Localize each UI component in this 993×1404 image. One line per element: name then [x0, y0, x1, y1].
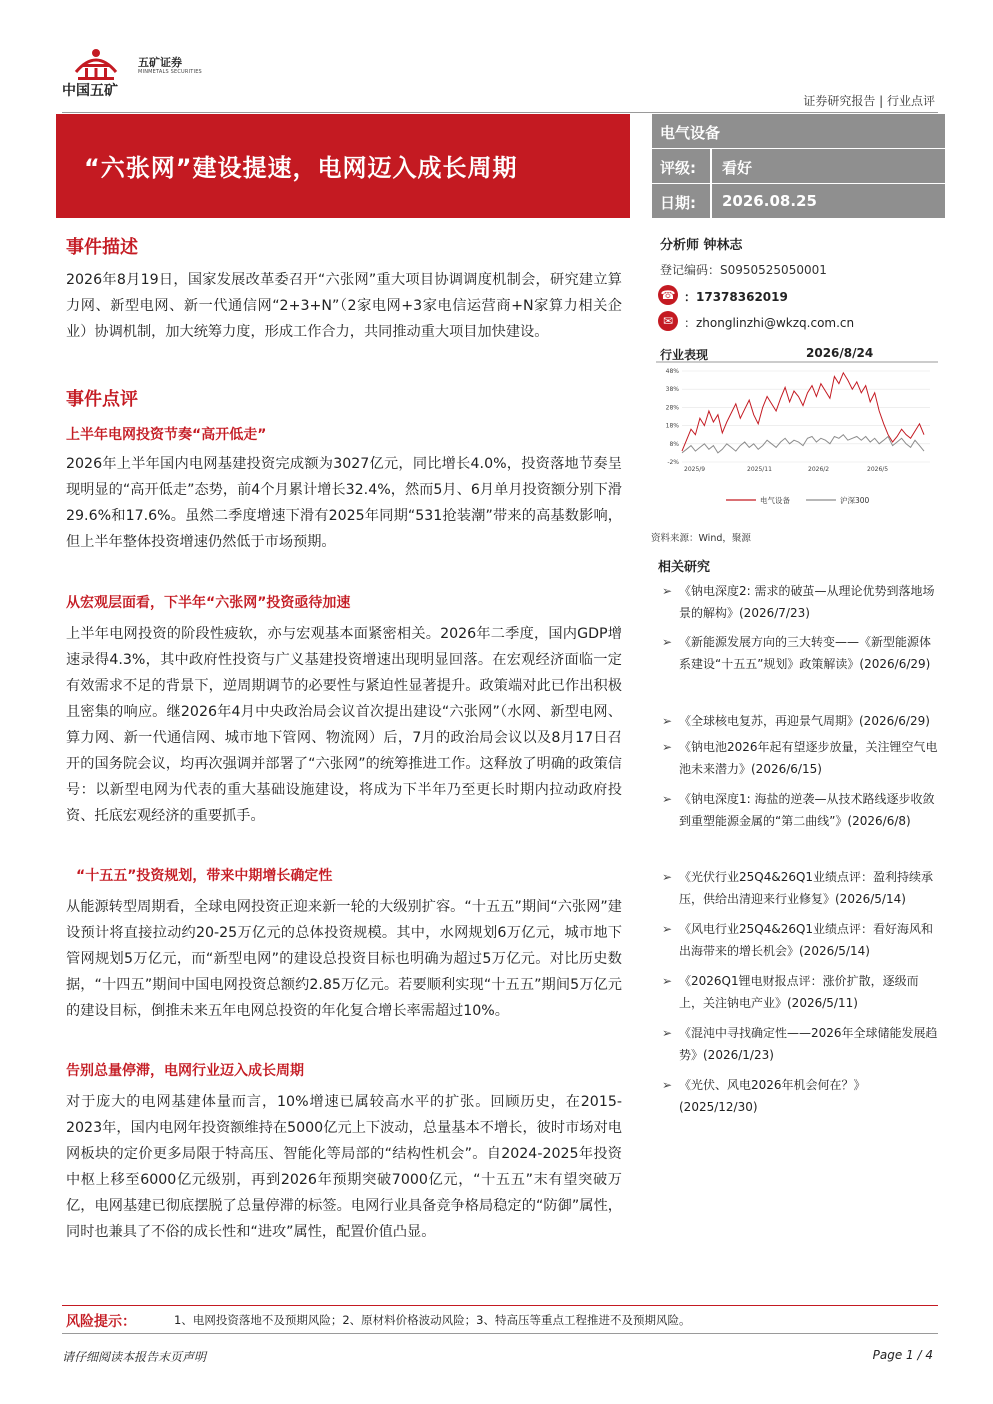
legend-label: 沪深300 [840, 496, 870, 505]
related-research-title: 《2026Q1锂电财报点评：涨价扩散，逐级而上，关注钠电产业》(2026/5/11) [679, 974, 919, 1010]
phone-icon: ☎ [658, 285, 678, 305]
footer-divider [62, 1333, 938, 1334]
rating-value: 看好 [722, 159, 753, 177]
related-research-title: 《风电行业25Q4&26Q1业绩点评：看好海风和出海带来的增长机会》(2026/5/14) [679, 922, 934, 958]
event-review-heading: 事件点评 [66, 389, 138, 410]
subheading-investment-rhythm: 上半年电网投资节奏“高开低走” [66, 427, 267, 443]
industry-name: 电气设备 [660, 124, 721, 142]
analyst-phone: ：17378362019 [684, 290, 788, 304]
analyst-email[interactable]: ：zhonglinzhi@wkzq.com.cn [684, 316, 855, 330]
related-research-title: 《新能源发展方向的三大转变——《新型能源体系建设“十五五”规划》政策解读》(2026/6/29) [679, 635, 932, 671]
chart-source: 资料来源：Wind，聚源 [651, 533, 751, 544]
rating-box [652, 114, 945, 218]
related-research-item[interactable] [662, 970, 940, 1014]
rating-row [652, 149, 945, 183]
bullet-arrow-icon: ➢ [662, 792, 673, 806]
related-research-title: 《光伏行业25Q4&26Q1业绩点评：盈利持续承压，供给出清迎来行业修复》(2026/5/14) [679, 870, 934, 906]
series-line-electrical-equipment [682, 373, 924, 451]
analyst-name: 分析师 钟林志 [660, 238, 743, 253]
y-tick-label: 28% [665, 404, 679, 412]
y-tick-label: -2% [667, 459, 679, 466]
bullet-arrow-icon: ➢ [662, 635, 673, 649]
related-research-title: 《钠电深度1: 海盐的逆袭—从技术路线逐步收敛到重塑能源金属的“第二曲线”》(2026/6/8) [679, 792, 935, 828]
related-research-item[interactable] [662, 1074, 940, 1118]
related-research-item[interactable] [662, 918, 940, 962]
x-tick-label: 2026/5 [867, 466, 889, 473]
footer-disclaimer: 请仔细阅读本报告末页声明 [62, 1350, 207, 1364]
subheading-macro-view: 从宏观层面看，下半年“六张网”投资亟待加速 [66, 595, 351, 611]
related-research-title: 《钠电深度2: 需求的破茧—从理论优势到落地场景的解构》(2026/7/23) [679, 584, 935, 620]
header-divider [62, 112, 938, 113]
chart-legend [726, 495, 870, 505]
bullet-arrow-icon: ➢ [662, 1026, 673, 1040]
bullet-arrow-icon: ➢ [662, 870, 673, 884]
date-value: 2026.08.25 [722, 192, 817, 210]
paragraph-macro-view: 上半年电网投资的阶段性疲软，亦与宏观基本面紧密相关。2026年二季度，国内GDP增速录得4.3%，其中政府性投资与广义基建投资增速出现明显回落。在宏观经济面临一定有效需求不足的背景下，逆周期调节的必要性与紧迫性显著提升。政策端对此已作出积极且密集的响应。继2026年4月中央政治局会议首次提出建设“六张网”（水网、新型电网、算力网、新一代通信网、城市地下管网、物流网）后，7月的政治局会议以及8月17日召开的国务院会议，均再次强调并部署了“六张网”的统筹推进工作。这释放了明确的政策信号：以新型电网为代表的重大基础设施建设，将成为下半年乃至更长时期内拉动政府投资、托底宏观经济的重要抓手。 [66, 626, 622, 824]
date-label: 日期: [660, 194, 696, 212]
related-research-item[interactable] [662, 710, 940, 732]
bullet-arrow-icon: ➢ [662, 974, 673, 988]
event-description-paragraph: 2026年8月19日，国家发展改革委召开“六张网”重大项目协调调度机制会，研究建立算力网、新型电网、新一代通信网“2+3+N”（2家电网+3家电信运营商+N家算力相关企业）协调机制，加大统筹力度，形成工作合力，共同推动重大项目加快建设。 [66, 272, 622, 340]
legend-label: 电气设备 [760, 496, 790, 505]
brand-main-name: 中国五矿 [62, 83, 118, 99]
related-research-item[interactable] [662, 866, 940, 910]
paragraph-investment-rhythm: 2026年上半年国内电网基建投资完成额为3027亿元，同比增长4.0%，投资落地节奏呈现明显的“高开低走”态势，前4个月累计增长32.4%，然而5月、6月单月投资额分别下滑29.6%和17.6%。虽然二季度增速下滑有2025年同期“531抢装潮”带来的高基数影响，但上半年整体投资增速仍然低于市场预期。 [66, 456, 622, 550]
report-title: “六张网”建设提速，电网迈入成长周期 [84, 154, 518, 182]
chart-grid [682, 371, 930, 462]
y-tick-label: 8% [669, 440, 679, 448]
bullet-arrow-icon: ➢ [662, 740, 673, 754]
analyst-registration: 登记编码：S0950525050001 [660, 263, 827, 277]
date-separator [710, 184, 712, 218]
risk-label: 风险提示： [66, 1314, 136, 1330]
bullet-arrow-icon: ➢ [662, 922, 673, 936]
industry-row [652, 114, 945, 148]
related-research-item[interactable] [662, 580, 940, 624]
bullet-arrow-icon: ➢ [662, 584, 673, 598]
related-research-item[interactable] [662, 1022, 940, 1066]
x-tick-label: 2025/11 [747, 466, 772, 473]
chart-date: 2026/8/24 [806, 346, 874, 360]
risk-text: 1、电网投资落地不及预期风险；2、原材料价格波动风险；3、特高压等重点工程推进不及预期风险。 [174, 1313, 691, 1327]
related-research-item[interactable] [662, 788, 940, 832]
bullet-arrow-icon: ➢ [662, 1078, 673, 1092]
rating-label: 评级: [660, 159, 696, 177]
report-type: 证券研究报告 | 行业点评 [803, 94, 935, 108]
company-logo [62, 42, 212, 98]
related-research-item[interactable] [662, 631, 940, 675]
related-research-title: 《混沌中寻找确定性——2026年全球储能发展趋势》(2026/1/23) [679, 1026, 938, 1062]
date-row [652, 184, 945, 218]
y-tick-label: 38% [665, 386, 679, 394]
x-tick-label: 2026/2 [808, 466, 830, 473]
x-tick-label: 2025/9 [684, 466, 706, 473]
page-number: Page 1 / 4 [872, 1348, 933, 1362]
y-tick-label: 18% [665, 422, 679, 430]
subheading-15th-plan: “十五五”投资规划，带来中期增长确定性 [76, 868, 333, 884]
brand-sub-name: 五矿证券 [138, 56, 182, 69]
chart-title: 行业表现 [660, 348, 709, 362]
related-research-title: 《全球核电复苏，再迎景气周期》(2026/6/29) [679, 714, 930, 728]
chart-y-ticks [666, 368, 680, 466]
risk-divider [62, 1305, 938, 1306]
event-description-heading: 事件描述 [66, 237, 138, 258]
chart-series [682, 373, 924, 453]
bullet-arrow-icon: ➢ [662, 714, 673, 728]
rating-separator [710, 149, 712, 183]
related-research-item[interactable] [662, 736, 940, 780]
industry-performance-chart [656, 344, 938, 522]
chart-x-ticks [684, 466, 888, 473]
logo-emblem-icon [68, 42, 124, 82]
y-tick-label: 48% [665, 368, 679, 375]
brand-english-name: MINMETALS SECURITIES [138, 69, 202, 75]
related-research-heading: 相关研究 [658, 560, 711, 575]
paragraph-15th-plan: 从能源转型周期看，全球电网投资正迎来新一轮的大级别扩容。“十五五”期间“六张网”建设预计将直接拉动约20-25万亿元的总体投资规模。其中，水网规划6万亿元，城市地下管网规划5万亿元，而“新型电网”的建设总投资目标也明确为超过5万亿元。对比历史数据，“十四五”期间中国电网投资总额约2.85万亿元。若要顺利实现“十五五”期间5万亿元的建设目标，倒推未来五年电网总投资的年化复合增长率需超过10%。 [66, 899, 622, 1019]
related-research-title: 《光伏、风电2026年机会何在？》(2025/12/30) [679, 1078, 866, 1114]
email-icon: ✉ [658, 311, 678, 331]
subheading-growth-cycle: 告别总量停滞，电网行业迈入成长周期 [66, 1063, 304, 1079]
related-research-title: 《钠电池2026年起有望逐步放量，关注锂空气电池未来潜力》(2026/6/15) [679, 740, 938, 776]
paragraph-growth-cycle: 对于庞大的电网基建体量而言，10%增速已属较高水平的扩张。回顾历史，在2015-2023年，国内电网年投资额维持在5000亿元上下波动，总量基本不增长，彼时市场对电网板块的定价更多局限于特高压、智能化等局部的“结构性机会”。自2024-2025年投资中枢上移至6000亿元级别，再到2026年预期突破7000亿元，“十五五”末有望突破万亿，电网基建已彻底摆脱了总量停滞的标签。电网行业具备竞争格局稳定的“防御”属性，同时也兼具了不俗的成长性和“进攻”属性，配置价值凸显。 [66, 1094, 622, 1240]
